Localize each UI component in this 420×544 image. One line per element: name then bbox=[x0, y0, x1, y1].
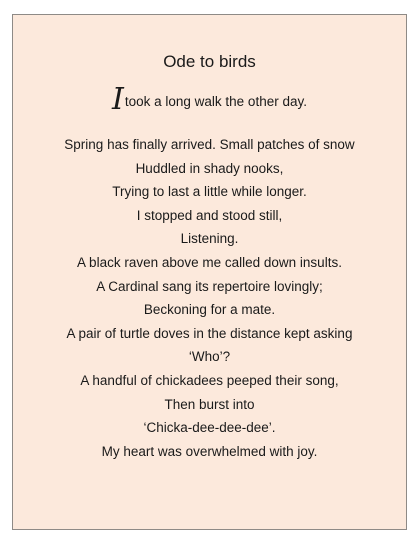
poem-line: A pair of turtle doves in the distance kept asking bbox=[66, 325, 353, 341]
poem-line: A black raven above me called down insults. bbox=[77, 254, 342, 270]
poem-line: Beckoning for a mate. bbox=[143, 302, 276, 318]
drop-cap-letter: I bbox=[112, 82, 124, 117]
poem-first-line bbox=[13, 83, 406, 119]
poem-line: Spring has finally arrived. Small patches of snow bbox=[64, 137, 355, 152]
poem-lines bbox=[13, 133, 406, 463]
poem-line: Then burst into bbox=[164, 396, 255, 412]
poem-line: Trying to last a little while longer. bbox=[112, 184, 307, 200]
poem-line: A handful of chickadees peeped their song, bbox=[80, 372, 339, 388]
poem-line: Listening. bbox=[180, 231, 239, 247]
poem-line: ‘Who’? bbox=[188, 349, 231, 365]
poem-page bbox=[12, 14, 407, 530]
poem-line: I stopped and stood still, bbox=[136, 207, 283, 223]
poem-line: Huddled in shady nooks, bbox=[135, 160, 284, 176]
poem-line: My heart was overwhelmed with joy. bbox=[101, 443, 318, 459]
poem-title: Ode to birds bbox=[163, 52, 256, 71]
poem-line: A Cardinal sang its repertoire lovingly; bbox=[96, 278, 323, 294]
first-line-text: took a long walk the other day. bbox=[124, 94, 307, 109]
poem-line: ‘Chicka-dee-dee-dee’. bbox=[143, 420, 276, 436]
